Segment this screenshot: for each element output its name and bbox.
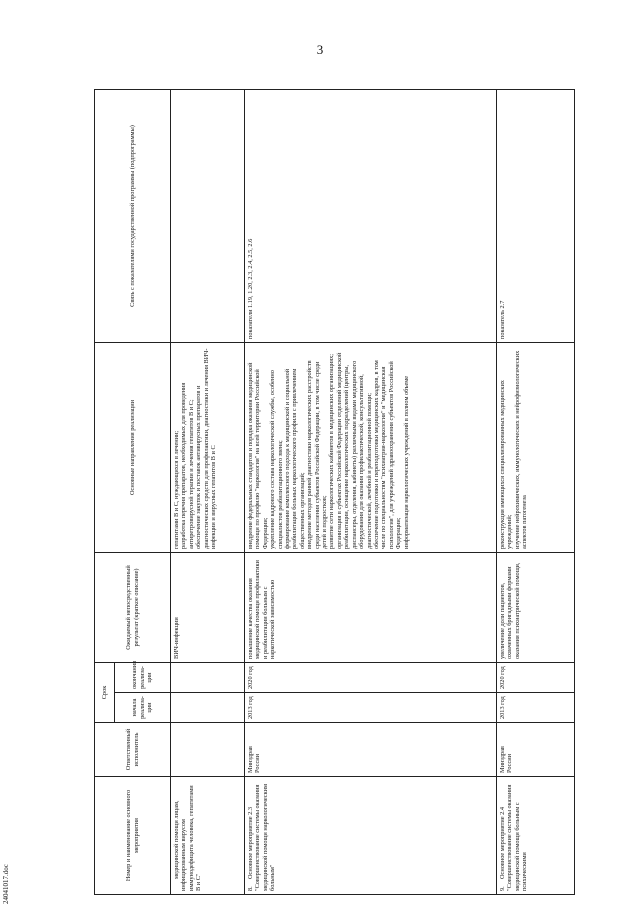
measures-table [94, 89, 575, 895]
header-links: Связь с показателями государственной программы (подпрограммы) [95, 90, 171, 343]
row-result: увеличение доли пациентов, охваченных бригадными формами оказания психиатрической помощи, [497, 553, 575, 663]
table-row [171, 90, 245, 895]
header-term-end: окончания реализа- ции [115, 663, 171, 693]
row-directions: реконструкция имеющихся специализированных медицинских учреждений; изучение нейрохимических, иммунологических и нейрофизиологических аспектов патогенеза [497, 343, 575, 553]
row-executor [171, 723, 245, 777]
header-result: Ожидаемый непосредственный результат (краткое описание) [95, 553, 171, 663]
row-end: 2020 год [497, 663, 575, 693]
header-directions: Основные направления реализации [95, 343, 171, 553]
rotated-table-container [94, 90, 574, 895]
header-number-name: Номер и наименование основного мероприятия [95, 777, 171, 895]
row-links: показатель 2.7 [497, 90, 575, 343]
header-term: Срок [95, 663, 115, 723]
row-start: 2013 год [497, 693, 575, 723]
table-row [245, 90, 497, 895]
header-term-start: начала реализа- ции [115, 693, 171, 723]
row-directions: внедрение федеральных стандартов и порядка оказания медицинской помощи по профилю "наркология" на всей территории Российской Федерации; укрепление кадрового состава наркологической службы, особенно специалистов реабилитационного звена; формирование комплексного подхода к медицинской и социальной реабилитации больных наркологического профиля с привлечением общественных организаций; внедрение методов ранней диагностики наркологических расстройств среди населения субъектов Российской Федерации, в том числе среди детей и подростков; развитие сети наркологических кабинетов в медицинских организациях; организация в субъектах Российской Федерации отделений медицинской реабилитации, оснащение наркологических подразделений (центры, диспансеры, отделения, кабинеты) различными видами медицинского оборудования для оказания профилактической, консультативной, диагностической, лечебной и реабилитационной помощи; обеспечение подготовки и переподготовки медицинских кадров, в том числе по специальностям "психиатрия-наркология" и "медицинская психология", для учреждений здравоохранения субъектов Российской Федерации; информатизация наркологических учреждений в полном объеме [245, 343, 497, 553]
row-name: Основное мероприятие 2.3 "Совершенствование системы оказания медицинской помощи наркологическим больным" [247, 783, 277, 891]
row-end [171, 663, 245, 693]
table-row [497, 90, 575, 895]
row-directions: гепатитами В и С, нуждающихся в лечении; разработка перечня препаратов, необходимых для проведения антиретровирусной терапии и лечения гепатитов В и С; обеспечение закупок и поставок антивирусных препаратов и диагностических средств для профилактики, диагностики и лечения ВИЧ-инфекции и вирусных гепатитов В и С [171, 343, 245, 553]
page-number: 3 [316, 42, 324, 57]
row-name-cell [497, 777, 575, 895]
row-start [171, 693, 245, 723]
row-name: медицинской помощи лицам, инфицированным вирусом иммунодефицита человека, гепатитами В и С" [173, 785, 203, 891]
row-end: 2020 год [245, 663, 497, 693]
row-result: повышение качества оказания медицинской помощи профилактики и реабилитации больным с наркотической зависимостью [245, 553, 497, 663]
row-number: 8. [247, 886, 254, 891]
row-name-cell [171, 777, 245, 895]
row-links [171, 90, 245, 343]
row-number: 9. [499, 886, 506, 891]
header-executor: Ответственный исполнитель [95, 723, 171, 777]
row-executor: Минздрав России [245, 723, 497, 777]
row-executor: Минздрав России [497, 723, 575, 777]
row-links: показатели 1.19, 1.20, 2.3, 2.4, 2.5, 2.6 [245, 90, 497, 343]
row-result: ВИЧ-инфекции [171, 553, 245, 663]
row-name-cell [245, 777, 497, 895]
row-start: 2013 год [245, 693, 497, 723]
document-code: 24041017.doc [2, 864, 10, 904]
row-name: Основное мероприятие 2.4 "Совершенствование системы оказания медицинской помощи больным с психическими [499, 784, 529, 891]
